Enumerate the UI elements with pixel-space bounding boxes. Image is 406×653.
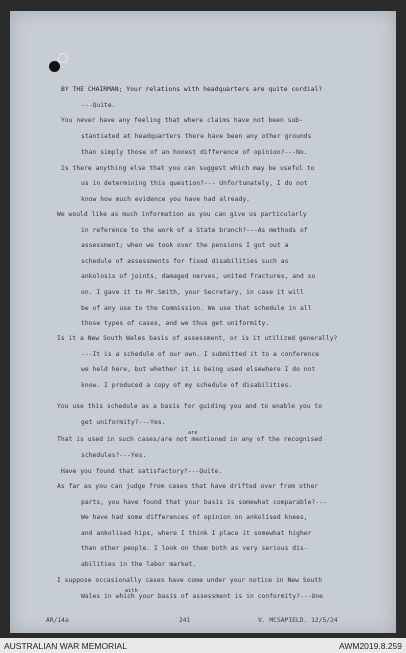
- text-line: know how much evidence you have had already.: [81, 196, 251, 203]
- text-line: than simply those of an honest difference of opinion?---No.: [81, 149, 308, 156]
- text-line: we held here, but whether it is being used elsewhere I do not: [81, 366, 316, 373]
- text-line: than other people. I look on them both as very serious dis-: [81, 545, 308, 552]
- text-line: stantiated at headquarters there have been any other grounds: [81, 133, 312, 140]
- footer-page-number: 241: [179, 617, 191, 624]
- punch-hole: [49, 61, 60, 72]
- text-line: ---It is a schedule of our own. I submitted it to a conference: [81, 351, 320, 358]
- text-line: BY THE CHAIRMAN; Your relations with headquarters are quite cordial?: [61, 86, 323, 93]
- text-line: We have had some differences of opinion on ankolised knees,: [81, 514, 308, 521]
- text-line: schedules?---Yes.: [81, 452, 147, 459]
- text-line: Have you found that satisfactory?---Quite.: [61, 468, 223, 475]
- caption-institution: AUSTRALIAN WAR MEMORIAL: [4, 641, 127, 651]
- text-line: We would like as much information as you can give us particularly: [57, 211, 307, 218]
- handwritten-insertion: are: [188, 430, 198, 436]
- text-line: ankolosis of joints, damaged nerves, united fractures, and so: [81, 273, 316, 280]
- text-line: schedule of assessments for fixed disabilities such as: [81, 258, 289, 265]
- text-line: ---Quite.: [81, 102, 116, 109]
- footer-reference: AR/14a: [46, 617, 69, 624]
- text-line: know. I produced a copy of my schedule of disabilities.: [81, 382, 293, 389]
- text-line: You never have any feeling that where claims have not been sub-: [61, 117, 303, 124]
- text-line: Is there anything else that you can suggest which may be useful to: [61, 165, 315, 172]
- footer-reporter-date: V. MCSAPIELD. 12/5/24: [258, 617, 338, 624]
- caption-accession-number: AWM2019.8.259: [339, 641, 402, 651]
- text-line: As far as you can judge from cases that have drifted over from other: [57, 483, 319, 490]
- punch-hole-ring: [58, 53, 68, 63]
- text-line: That is used in such cases/are not mentioned in any of the recognised: [57, 436, 323, 443]
- text-line: parts, you have found that your basis is somewhat comparable?---: [81, 499, 327, 506]
- text-line: Wales in which your basis of assessment is in conformity?---One: [81, 593, 323, 600]
- text-line: in reference to the work of a State branch?---As methods of: [81, 227, 308, 234]
- text-line: You use this schedule as a basis for guiding you and to enable you to: [57, 403, 323, 410]
- text-line: assessment; when we took over the pensions I got out a: [81, 242, 289, 249]
- text-line: get uniformity?---Yes.: [81, 419, 166, 426]
- text-line: Is it a New South Wales basis of assessment, or is it utilized generally?: [57, 335, 338, 342]
- document-page: [10, 11, 396, 633]
- text-line: and ankolised hips, where I think I place it somewhat higher: [81, 530, 312, 537]
- text-line: us in determining this question?--- Unfortunately, I do not: [81, 180, 308, 187]
- text-line: I suppose occasionally cases have come under your notice in New South: [57, 577, 323, 584]
- text-line: those types of cases, and we thus get uniformity.: [81, 320, 270, 327]
- text-line: be of any use to the Commission. We use that schedule in all: [81, 305, 312, 312]
- text-line: on. I gave it to Mr.Smith, your Secretary, in case it will: [81, 289, 304, 296]
- text-line: abilities in the labor market.: [81, 561, 197, 568]
- handwritten-insertion: with: [125, 588, 138, 594]
